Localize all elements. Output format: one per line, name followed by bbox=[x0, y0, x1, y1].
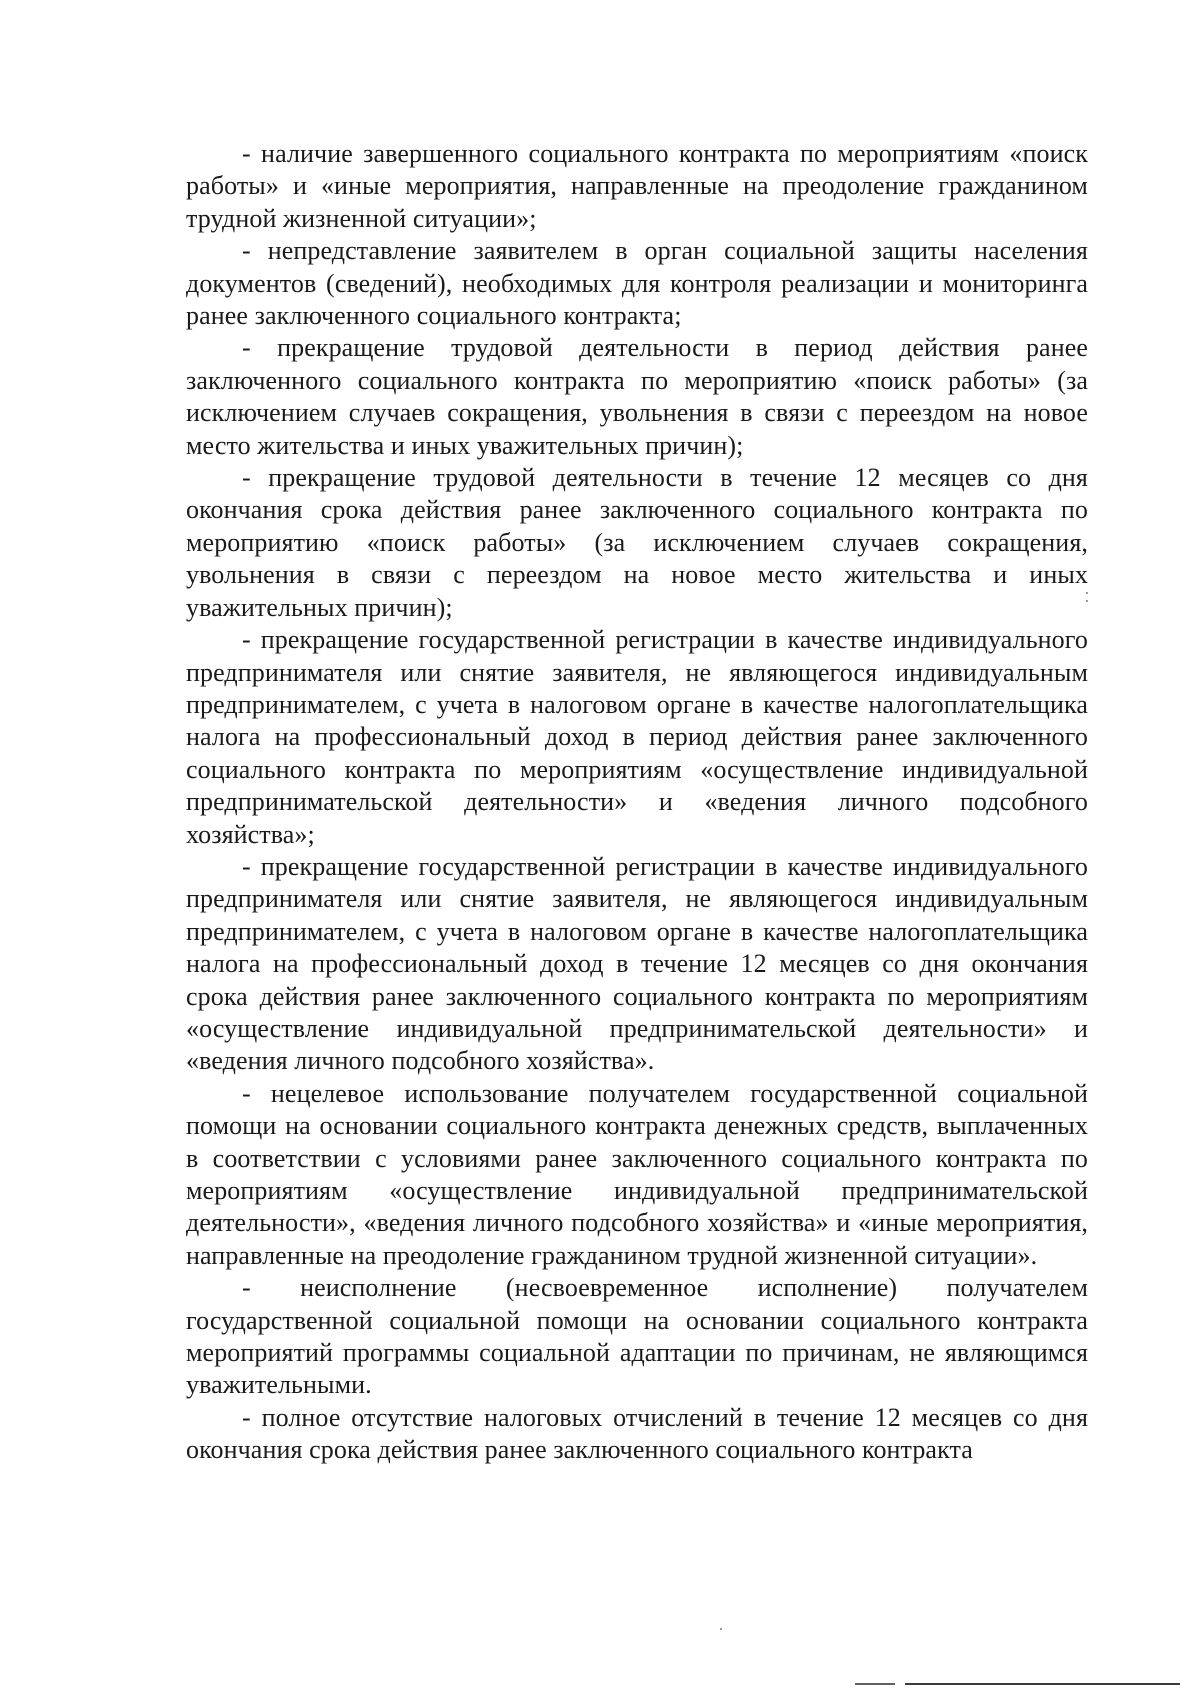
scan-artifact-line bbox=[855, 1683, 895, 1685]
paragraph-2: - непредставление заявителем в орган социальной защиты населения документов (сведений), необходимых для контроля реализации и мониторинга ранее заключенного социального контракта; bbox=[186, 236, 1088, 331]
paragraph-3: - прекращение трудовой деятельности в период действия ранее заключенного социального контракта по мероприятию «поиск работы» (за исключением случаев сокращения, увольнения в связи с переездом на новое место жительства и иных уважительных причин); bbox=[186, 333, 1088, 460]
scan-artifact-line bbox=[905, 1683, 1180, 1685]
paragraph-7: - нецелевое использование получателем государственной социальной помощи на основании социального контракта денежных средств, выплаченных в соответствии с условиями ранее заключенного социального контракта по мероприятиям «осуществление индивидуальной предпринимательской деятельности», «ведения личного подсобного хозяйства» и «иные мероприятия, направленные на преодоление гражданином трудной жизненной ситуации». bbox=[186, 1078, 1088, 1270]
paragraph-8: - неисполнение (несвоевременное исполнение) получателем государственной социальной помощи на основании социального контракта мероприятий программы социальной адаптации по причинам, не являющимся уважительными. bbox=[186, 1273, 1088, 1400]
document-body bbox=[186, 138, 1088, 1467]
paragraph-4: - прекращение трудовой деятельности в течение 12 месяцев со дня окончания срока действия ранее заключенного социального контракта по мероприятию «поиск работы» (за исключением случаев сокращения, увольнения в связи с переездом на новое место жительства и иных уважительных причин); bbox=[186, 463, 1088, 622]
scan-artifact-dot bbox=[720, 1628, 722, 1630]
scan-artifact-dot bbox=[1086, 600, 1088, 602]
paragraph-9: - полное отсутствие налоговых отчислений в течение 12 месяцев со дня окончания срока действия ранее заключенного социального контракта bbox=[186, 1402, 1088, 1465]
scan-artifact-dot bbox=[1086, 592, 1088, 594]
paragraph-5: - прекращение государственной регистрации в качестве индивидуального предпринимателя или снятие заявителя, не являющегося индивидуальным предпринимателем, с учета в налоговом органе в качестве налогоплательщика налога на профессиональный доход в период действия ранее заключенного социального контракта по мероприятиям «осуществление индивидуальной предпринимательской деятельности» и «ведения личного подсобного хозяйства»; bbox=[186, 625, 1088, 849]
paragraph-1: - наличие завершенного социального контракта по мероприятиям «поиск работы» и «иные мероприятия, направленные на преодоление гражданином трудной жизненной ситуации»; bbox=[186, 139, 1088, 233]
paragraph-6: - прекращение государственной регистрации в качестве индивидуального предпринимателя или снятие заявителя, не являющегося индивидуальным предпринимателем, с учета в налоговом органе в качестве налогоплательщика налога на профессиональный доход в течение 12 месяцев со дня окончания срока действия ранее заключенного социального контракта по мероприятиям «осуществление индивидуальной предпринимательской деятельности» и «ведения личного подсобного хозяйства». bbox=[186, 851, 1088, 1076]
